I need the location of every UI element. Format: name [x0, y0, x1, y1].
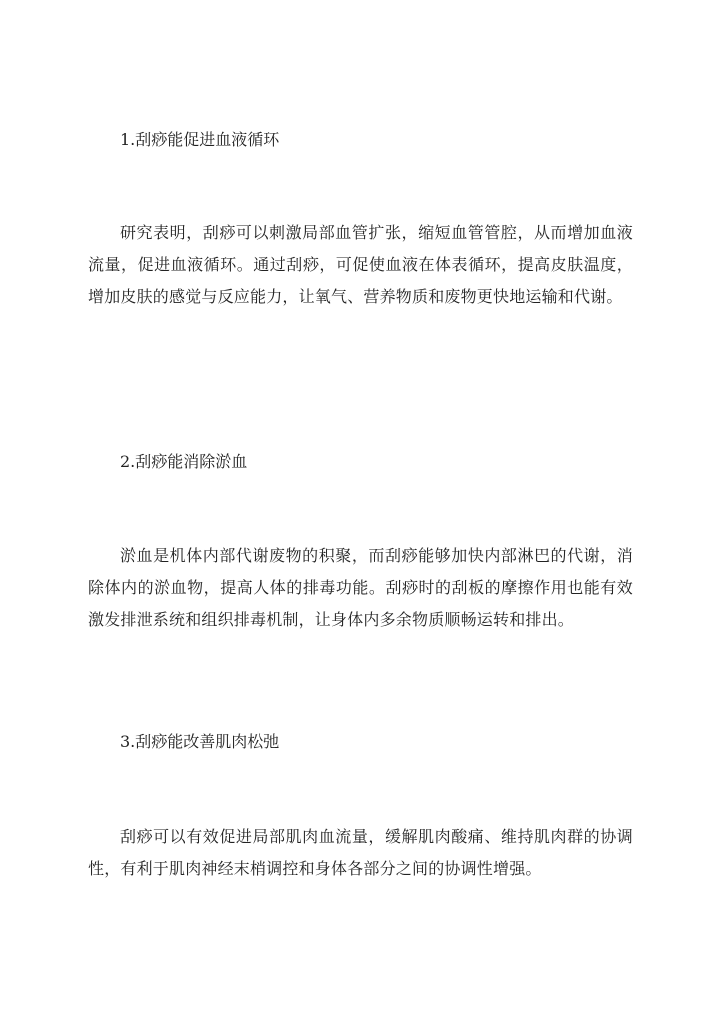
section-heading-1: 1.刮痧能促进血液循环 — [120, 130, 280, 149]
section-heading-2: 2.刮痧能消除淤血 — [120, 452, 248, 471]
section-paragraph-1: 研究表明，刮痧可以刺激局部血管扩张，缩短血管管腔，从而增加血液流量，促进血液循环。通过刮痧，可促使血液在体表循环，提高皮肤温度，增加皮肤的感觉与反应能力，让氧气、营养物质和废物更快地运输和代谢。 — [88, 223, 633, 306]
section-paragraph-2: 淤血是机体内部代谢废物的积聚，而刮痧能够加快内部淋巴的代谢，消除体内的淤血物，提高人体的排毒功能。刮痧时的刮板的摩擦作用也能有效激发排泄系统和组织排毒机制，让身体内多余物质顺畅运转和排出。 — [88, 546, 633, 629]
section-heading-3: 3.刮痧能改善肌肉松弛 — [120, 732, 280, 751]
section-paragraph-3: 刮痧可以有效促进局部肌肉血流量，缓解肌肉酸痛、维持肌肉群的协调性，有利于肌肉神经末梢调控和身体各部分之间的协调性增强。 — [88, 827, 633, 878]
